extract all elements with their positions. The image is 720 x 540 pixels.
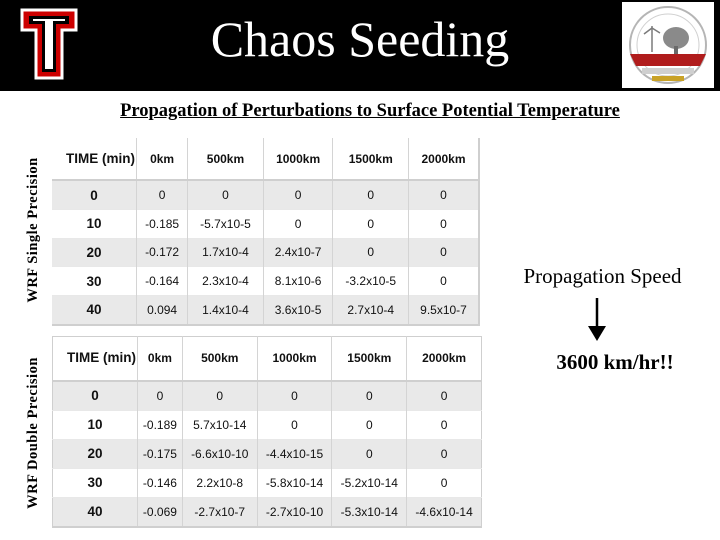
table-row — [53, 497, 482, 527]
time-cell: 10 — [52, 210, 137, 239]
value-cell: -3.2x10-5 — [333, 267, 409, 296]
value-cell: -0.146 — [138, 468, 183, 497]
value-cell: 1.4x10-4 — [188, 295, 264, 325]
value-cell: 5.7x10-14 — [182, 410, 257, 439]
header-1000km: 1000km — [257, 337, 332, 381]
research-center-seal — [622, 2, 714, 88]
value-cell: -4.6x10-14 — [407, 497, 482, 527]
value-cell: 0 — [409, 238, 479, 267]
value-cell: 0 — [332, 439, 407, 468]
value-cell: 2.3x10-4 — [188, 267, 264, 296]
value-cell: -5.2x10-14 — [332, 468, 407, 497]
propagation-speed-value: 3600 km/hr!! — [556, 350, 674, 374]
value-cell: 0 — [409, 180, 479, 210]
table-row — [52, 210, 479, 239]
value-cell: 0 — [257, 410, 332, 439]
header-2000km: 2000km — [409, 138, 479, 180]
time-cell: 30 — [52, 267, 137, 296]
value-cell: 0 — [333, 210, 409, 239]
value-cell: 0.094 — [137, 295, 188, 325]
header-500km: 500km — [188, 138, 264, 180]
page-title: Chaos Seeding — [210, 11, 510, 67]
value-cell: -0.185 — [137, 210, 188, 239]
header-time: TIME (min) — [52, 138, 137, 180]
double-precision-table — [52, 336, 482, 528]
value-cell: -5.7x10-5 — [188, 210, 264, 239]
value-cell: 0 — [137, 180, 188, 210]
value-cell: -2.7x10-10 — [257, 497, 332, 527]
value-cell: -5.3x10-14 — [332, 497, 407, 527]
table-row — [52, 295, 479, 325]
value-cell: 9.5x10-7 — [409, 295, 479, 325]
table-row — [53, 439, 482, 468]
table-header-row — [52, 138, 479, 180]
header-2000km: 2000km — [407, 337, 482, 381]
double-precision-label: WRF Double Precision — [25, 357, 41, 509]
header-500km: 500km — [182, 337, 257, 381]
header-time: TIME (min) — [53, 337, 138, 381]
table-row — [52, 267, 479, 296]
value-cell: 0 — [257, 381, 332, 411]
header-0km: 0km — [138, 337, 183, 381]
value-cell: -0.189 — [138, 410, 183, 439]
value-cell: 0 — [138, 381, 183, 411]
value-cell: -2.7x10-7 — [182, 497, 257, 527]
value-cell: 1.7x10-4 — [188, 238, 264, 267]
value-cell: 8.1x10-6 — [263, 267, 333, 296]
value-cell: -0.172 — [137, 238, 188, 267]
header-1500km: 1500km — [332, 337, 407, 381]
value-cell: 0 — [263, 210, 333, 239]
table-row — [53, 381, 482, 411]
value-cell: 2.7x10-4 — [333, 295, 409, 325]
value-cell: 0 — [409, 267, 479, 296]
value-cell: -5.8x10-14 — [257, 468, 332, 497]
single-precision-table — [52, 138, 480, 326]
value-cell: 0 — [407, 381, 482, 411]
value-cell: 0 — [409, 210, 479, 239]
value-cell: -4.4x10-15 — [257, 439, 332, 468]
value-cell: 0 — [188, 180, 264, 210]
value-cell: -0.069 — [138, 497, 183, 527]
value-cell: 3.6x10-5 — [263, 295, 333, 325]
value-cell: -0.175 — [138, 439, 183, 468]
value-cell: 0 — [333, 180, 409, 210]
table-header-row — [53, 337, 482, 381]
time-cell: 20 — [53, 439, 138, 468]
time-cell: 0 — [53, 381, 138, 411]
header-bar — [0, 0, 720, 91]
value-cell: 0 — [333, 238, 409, 267]
time-cell: 10 — [53, 410, 138, 439]
table-row — [52, 180, 479, 210]
value-cell: 0 — [407, 468, 482, 497]
value-cell: 0 — [263, 180, 333, 210]
arrow-down-icon — [582, 298, 612, 342]
header-0km: 0km — [137, 138, 188, 180]
time-cell: 40 — [52, 295, 137, 325]
value-cell: 0 — [332, 410, 407, 439]
time-cell: 40 — [53, 497, 138, 527]
table-row — [53, 468, 482, 497]
single-precision-label: WRF Single Precision — [25, 157, 41, 303]
texas-tech-logo — [20, 8, 78, 82]
time-cell: 0 — [52, 180, 137, 210]
time-cell: 30 — [53, 468, 138, 497]
value-cell: -0.164 — [137, 267, 188, 296]
value-cell: 0 — [182, 381, 257, 411]
value-cell: 2.2x10-8 — [182, 468, 257, 497]
value-cell: -6.6x10-10 — [182, 439, 257, 468]
time-cell: 20 — [52, 238, 137, 267]
table-row — [52, 238, 479, 267]
value-cell: 0 — [407, 439, 482, 468]
value-cell: 0 — [407, 410, 482, 439]
header-1000km: 1000km — [263, 138, 333, 180]
propagation-speed-label: Propagation Speed — [523, 264, 682, 288]
value-cell: 0 — [332, 381, 407, 411]
header-1500km: 1500km — [333, 138, 409, 180]
slide-subtitle: Propagation of Perturbations to Surface Potential Temperature — [120, 101, 620, 121]
table-row — [53, 410, 482, 439]
value-cell: 2.4x10-7 — [263, 238, 333, 267]
